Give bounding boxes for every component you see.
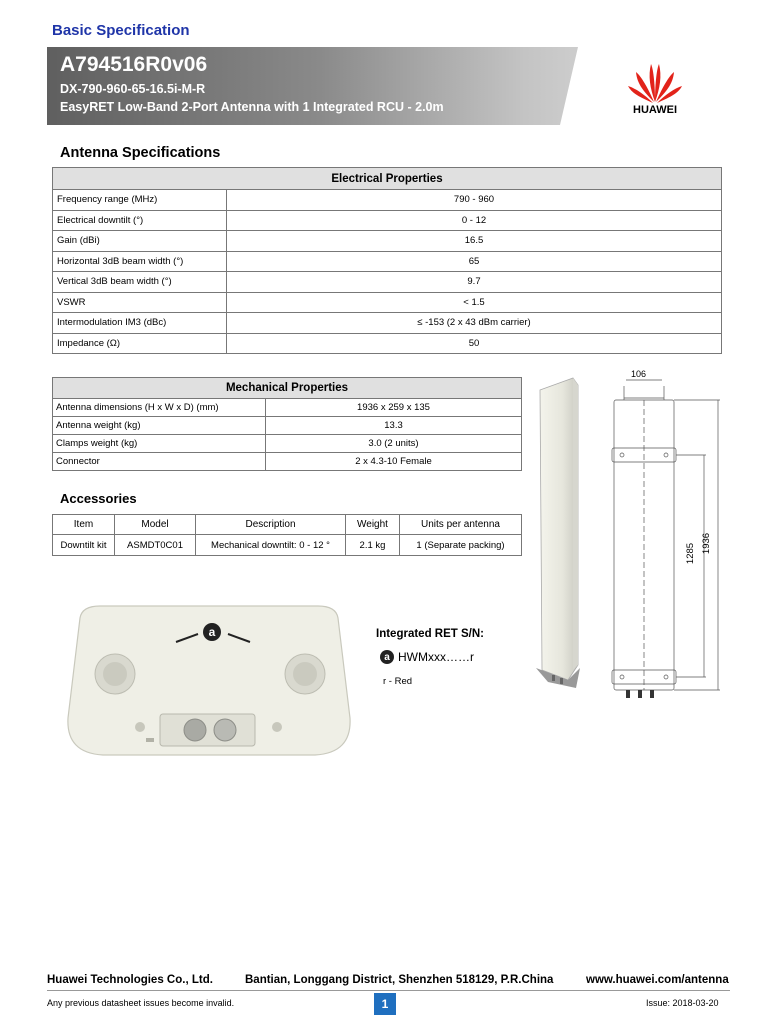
footer-divider [47, 990, 730, 991]
row-value: 16.5 [227, 231, 722, 252]
table-cell: Downtilt kit [53, 535, 115, 556]
row-label: VSWR [53, 292, 227, 313]
row-value: 50 [227, 333, 722, 354]
row-value: 2 x 4.3-10 Female [266, 453, 522, 471]
height-dimension: 1936 [701, 532, 713, 555]
row-value: 3.0 (2 units) [266, 435, 522, 453]
callout-a-icon: a [380, 650, 394, 664]
rcu-illustration [60, 598, 358, 758]
row-label: Electrical downtilt (°) [53, 210, 227, 231]
callout-a-icon: a [203, 623, 221, 641]
ret-serial-title: Integrated RET S/N: [376, 628, 484, 640]
table-row [53, 313, 722, 334]
ret-note: r - Red [383, 676, 413, 687]
ret-serial-value: HWMxxx……r [398, 650, 474, 664]
row-label: Impedance (Ω) [53, 333, 227, 354]
model-name: DX-790-960-65-16.5i-M-R [60, 82, 206, 96]
table-cell: 1 (Separate packing) [400, 535, 522, 556]
accessories-title: Accessories [60, 491, 137, 506]
table-row [53, 251, 722, 272]
section-heading: Basic Specification [52, 22, 190, 39]
antenna-specs-title: Antenna Specifications [60, 145, 221, 161]
row-label: Vertical 3dB beam width (°) [53, 272, 227, 293]
row-label: Antenna dimensions (H x W x D) (mm) [53, 399, 266, 417]
page-number: 1 [374, 993, 396, 1015]
row-label: Clamps weight (kg) [53, 435, 266, 453]
table-row [53, 190, 722, 211]
mechanical-properties-table [52, 377, 522, 471]
model-code: A794516R0v06 [60, 53, 208, 76]
row-label: Gain (dBi) [53, 231, 227, 252]
row-value: 1936 x 259 x 135 [266, 399, 522, 417]
table-row [53, 210, 722, 231]
row-label: Horizontal 3dB beam width (°) [53, 251, 227, 272]
row-value: ≤ -153 (2 x 43 dBm carrier) [227, 313, 722, 334]
row-label: Frequency range (MHz) [53, 190, 227, 211]
huawei-logo [620, 58, 690, 118]
accessories-table [52, 514, 522, 556]
width-dimension: 106 [631, 369, 647, 379]
table-cell: 2.1 kg [346, 535, 400, 556]
row-value: 0 - 12 [227, 210, 722, 231]
ret-serial-row [380, 650, 474, 664]
table-cell: ASMDT0C01 [115, 535, 196, 556]
column-header: Model [115, 515, 196, 535]
row-label: Antenna weight (kg) [53, 417, 266, 435]
footer-url[interactable]: www.huawei.com/antenna [586, 974, 729, 986]
table-row [53, 453, 522, 471]
footer-company: Huawei Technologies Co., Ltd. [47, 974, 213, 986]
electrical-properties-table [52, 167, 722, 354]
table-row [53, 231, 722, 252]
clamp-spacing-dimension: 1285 [685, 542, 697, 565]
row-value: 9.7 [227, 272, 722, 293]
row-label: Intermodulation IM3 (dBc) [53, 313, 227, 334]
column-header: Weight [346, 515, 400, 535]
electrical-heading: Electrical Properties [53, 168, 722, 190]
table-row [53, 399, 522, 417]
row-value: 65 [227, 251, 722, 272]
huawei-petals-icon [620, 58, 690, 104]
column-header: Description [196, 515, 346, 535]
antenna-drawing [528, 370, 728, 710]
footer-address: Bantian, Longgang District, Shenzhen 518129, P.R.China [245, 974, 554, 986]
row-value: 13.3 [266, 417, 522, 435]
column-header: Item [53, 515, 115, 535]
table-row [53, 435, 522, 453]
table-row [53, 272, 722, 293]
row-value: 790 - 960 [227, 190, 722, 211]
table-row [53, 333, 722, 354]
table-row [53, 535, 522, 556]
row-label: Connector [53, 453, 266, 471]
table-row [53, 417, 522, 435]
table-cell: Mechanical downtilt: 0 - 12 ° [196, 535, 346, 556]
mechanical-heading: Mechanical Properties [53, 378, 522, 399]
footer-note: Any previous datasheet issues become invalid. [47, 998, 235, 1008]
model-description: EasyRET Low-Band 2-Port Antenna with 1 Integrated RCU - 2.0m [60, 100, 444, 114]
row-value: < 1.5 [227, 292, 722, 313]
logo-text: HUAWEI [633, 104, 677, 116]
column-header: Units per antenna [400, 515, 522, 535]
issue-date: Issue: 2018-03-20 [646, 998, 719, 1008]
table-row [53, 292, 722, 313]
